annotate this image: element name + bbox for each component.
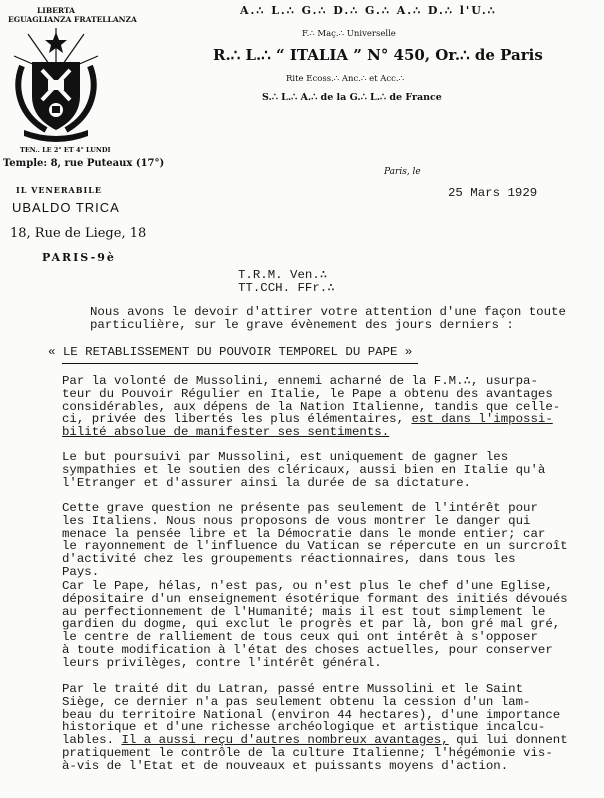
letterhead-line1: A.∴ L.∴ G.∴ D.∴ G.∴ A.∴ D.∴ l'U.∴ [240,4,497,17]
emblem-motto: LIBERTA EGUAGLIANZA FRATELLANZA [8,6,137,24]
sender-street: 18, Rue de Liege, 18 [10,226,147,241]
paragraph-2: Le but poursuivi par Mussolini, est uniquement de gagner les sympathies et le soutien des cléricaux, aussi bien en Italie qu'à l'Etranger et d'assurer ainsi la durée de sa dictature. [62,450,546,490]
sender-city: PARIS-9è [42,251,116,264]
meeting-days: TEN.. LE 2° ET 4° LUNDI [20,146,111,154]
letterhead-line4: Rite Ecoss.∴ Anc.∴ et Acc.∴ [286,74,404,84]
sender-role: IL VENERABILE [16,185,102,195]
letterhead-line5: S.∴ L.∴ A.∴ de la G.∴ L.∴ de France [262,92,442,103]
intro-paragraph: Nous avons le devoir d'attirer votre attention d'une façon toute particulière, sur le grave évènement des jours derniers : [90,305,566,332]
sender-name: UBALDO TRICA [12,200,120,215]
place-label: Paris, le [384,167,421,177]
temple-address: Temple: 8, rue Puteaux (17°) [3,158,165,169]
paragraph-4: Car le Pape, hélas, n'est pas, ou n'est plus le chef d'une Eglise, dépositaire d'un enseignement ésotérique formant des initiés dévoués au perfectionnement de l'Humanité; mais il est tout simplement le gardien du dogme, qui exclut le progrès et par là, bon gré mal gré, le centre de ralliement de tous ceux qui ont intérêt à s'opposer à toute modification à l'état des choses actuelles, pour conserver leurs privilèges, contre l'intérêt général. [62,579,568,670]
lodge-emblem [8,6,137,146]
recipient-2: TT.CCH. FFr.∴ [238,281,335,295]
paragraph-3: Cette grave question ne présente pas seulement de l'intérêt pour les Italiens. Nous nous proposons de vous montrer le danger qui menace la pensée libre et la Démocratie dans le monde entier; car le rayonnement de l'influence du Vatican se répercute en un surcroît d'activité chez les groupements réactionnaires, dans tous les Pays. [62,501,568,579]
headline-underline [62,363,418,364]
letter-date: 25 Mars 1929 [448,186,538,200]
masonic-seal-icon [8,26,104,146]
letterhead-lodge-name: R.∴ L.∴ “ ITALIA ” N° 450, Or.∴ de Paris [213,46,543,64]
recipient-1: T.R.M. Ven.∴ [238,268,328,282]
paragraph-5: Par le traité dit du Latran, passé entre Mussolini et le Saint Siège, ce dernier n'a pas seulement obtenu la cession d'un lam- beau du territoire National (environ 44 hectares), d'une importance historique et d'une richesse archéologique et artistique incalcu- lables. Il a aussi reçu d'autres nombreux avantages, qui lui donnent pratiquement le contrôle de la culture Italienne; l'hégémonie vis- à-vis de l'Etat et de nouveaux et puissants moyens d'action. [62,682,568,773]
headline: « LE RETABLISSEMENT DU POUVOIR TEMPOREL DU PAPE » [48,345,413,359]
letterhead-line2: F.∴ Maç.∴ Universelle [302,29,396,39]
paragraph-1: Par la volonté de Mussolini, ennemi acharné de la F.M.∴, usurpa- teur du Pouvoir Régulier en Italie, le Pape a obtenu des avantages considérables, aux dépens de la Nation Italienne, tandis que celle- ci, privée des libertés les plus élémentaires, est dans l'impossi- bilité absolue de manifester ses sentiments. [62,374,561,440]
